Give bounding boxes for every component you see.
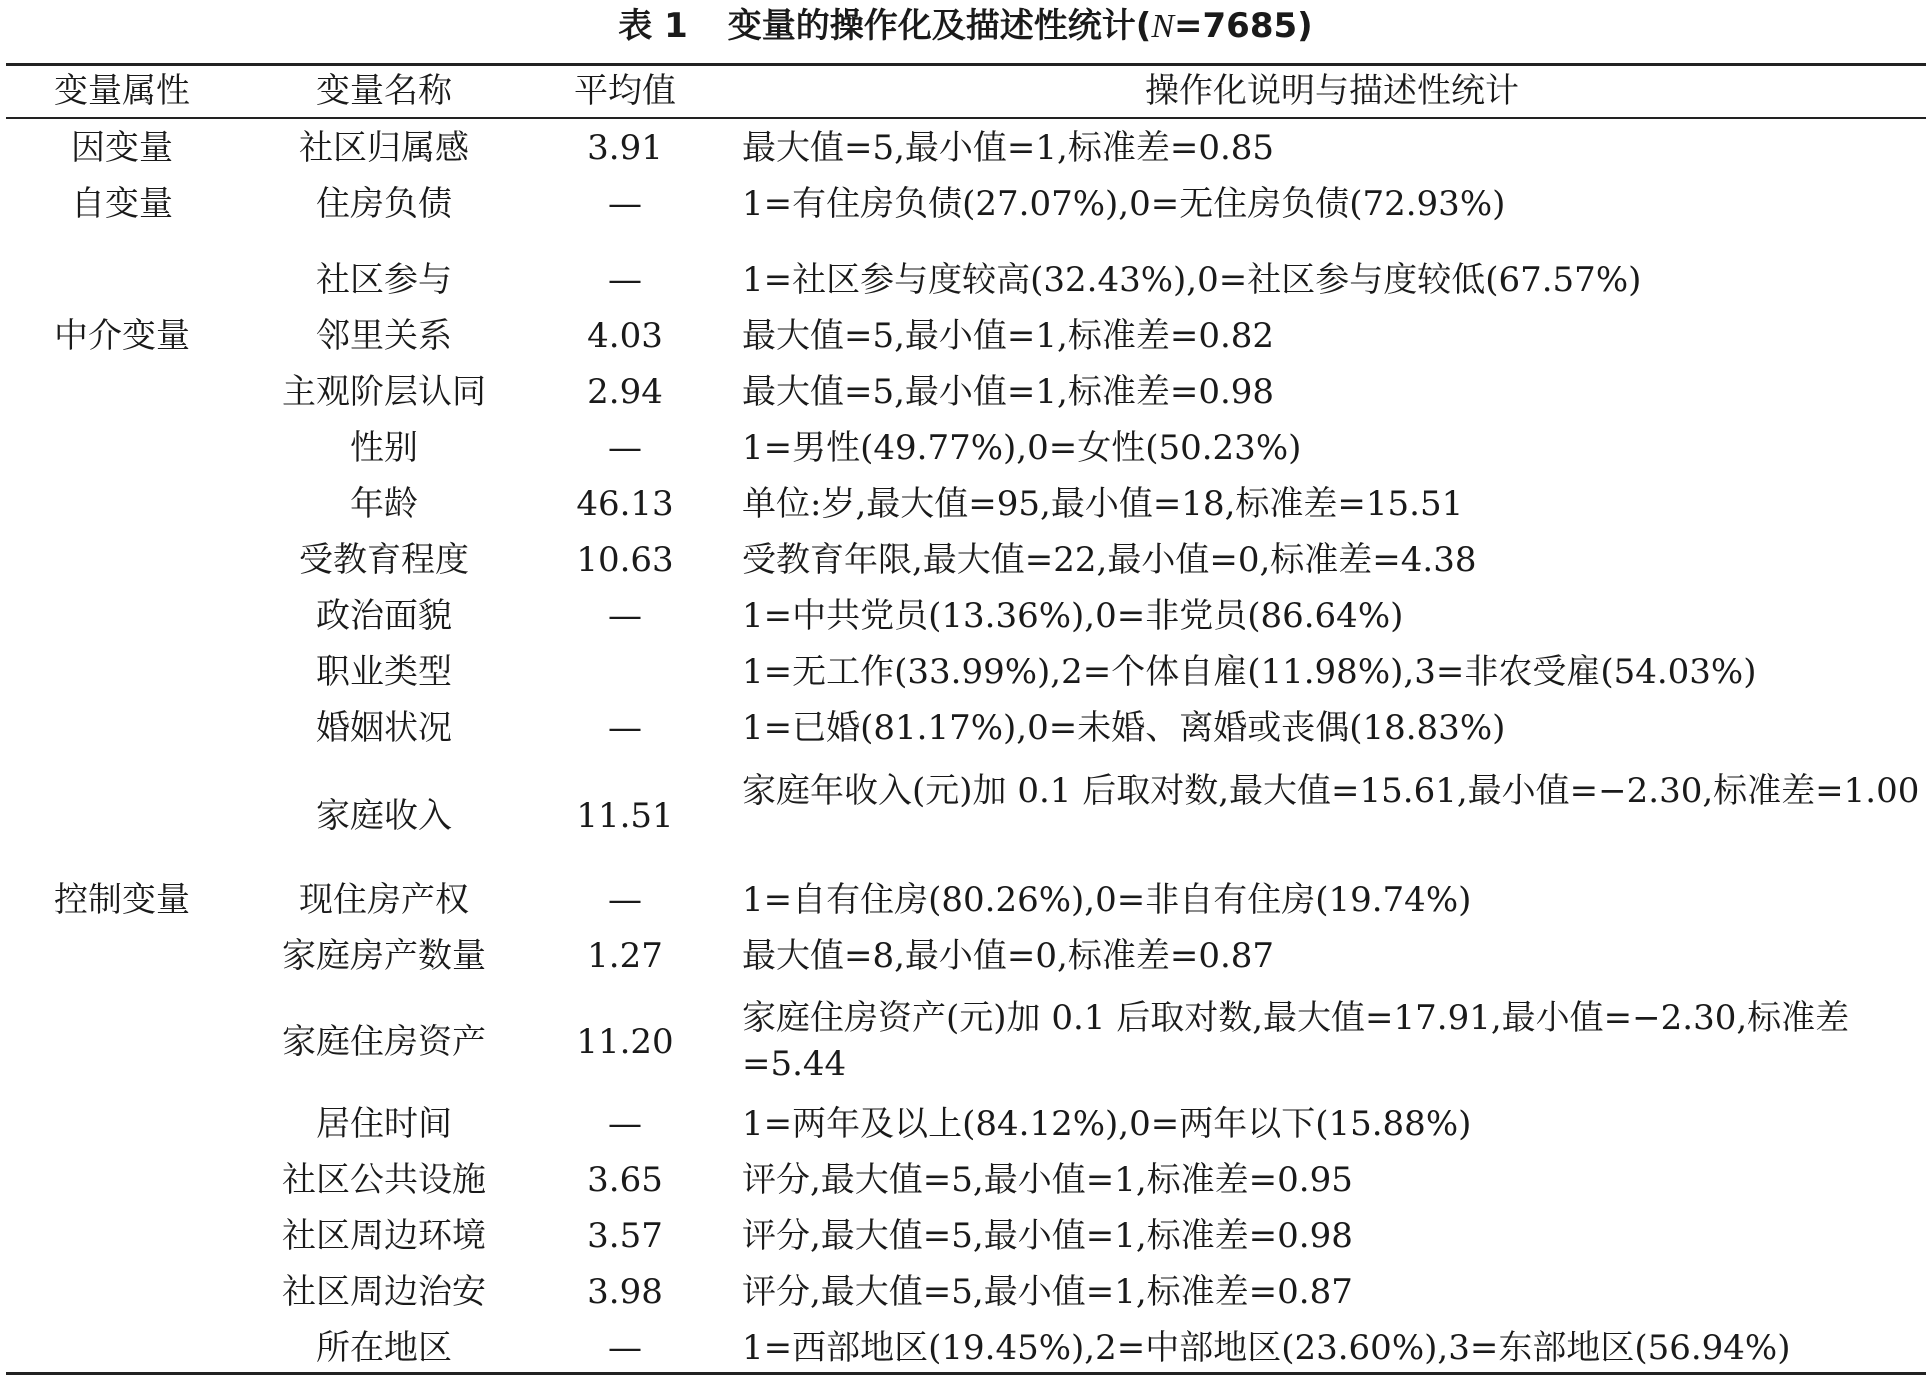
variable-description: 评分,最大值=5,最小值=1,标准差=0.87 bbox=[742, 1272, 1353, 1312]
table-title: 变量的操作化及描述性统计( bbox=[727, 6, 1152, 46]
variable-description: 评分,最大值=5,最小值=1,标准差=0.95 bbox=[742, 1160, 1353, 1200]
sample-size-value: =7685) bbox=[1174, 6, 1313, 46]
variable-name: 年龄 bbox=[350, 484, 418, 524]
variable-description: 最大值=8,最小值=0,标准差=0.87 bbox=[742, 936, 1275, 976]
variable-mean: — bbox=[608, 596, 642, 636]
variable-name: 邻里关系 bbox=[316, 316, 452, 356]
header-mean: 平均值 bbox=[574, 71, 676, 111]
variable-mean: — bbox=[608, 1328, 642, 1368]
variable-name: 社区公共设施 bbox=[282, 1160, 486, 1200]
variable-description: 1=两年及以上(84.12%),0=两年以下(15.88%) bbox=[742, 1104, 1472, 1144]
variable-name: 主观阶层认同 bbox=[282, 372, 486, 412]
variable-mean: 46.13 bbox=[576, 484, 674, 524]
variable-mean: 10.63 bbox=[576, 540, 674, 580]
variable-mean: 3.57 bbox=[587, 1216, 663, 1256]
header-description: 操作化说明与描述性统计 bbox=[1145, 71, 1519, 111]
variable-description: 评分,最大值=5,最小值=1,标准差=0.98 bbox=[742, 1216, 1353, 1256]
variable-name: 婚姻状况 bbox=[316, 708, 452, 748]
variable-name: 家庭住房资产 bbox=[282, 1022, 486, 1062]
variable-mean: — bbox=[608, 184, 642, 224]
variable-name: 性别 bbox=[350, 428, 418, 468]
variable-mean: 11.20 bbox=[576, 1022, 674, 1062]
variable-description: 1=中共党员(13.36%),0=非党员(86.64%) bbox=[742, 596, 1404, 636]
variable-description: 受教育年限,最大值=22,最小值=0,标准差=4.38 bbox=[742, 540, 1477, 580]
variable-description: 最大值=5,最小值=1,标准差=0.98 bbox=[742, 372, 1275, 412]
variable-description: 最大值=5,最小值=1,标准差=0.85 bbox=[742, 128, 1275, 168]
variable-description: 家庭住房资产(元)加 0.1 后取对数,最大值=17.91,最小值=−2.30,标准差=5.44 bbox=[742, 998, 1850, 1084]
variable-name: 家庭收入 bbox=[316, 796, 452, 836]
variable-name: 社区参与 bbox=[316, 260, 452, 300]
variable-mean: 3.98 bbox=[587, 1272, 663, 1312]
attribute-independent: 自变量 bbox=[71, 184, 173, 224]
bottom-rule bbox=[6, 1372, 1926, 1375]
variable-name: 家庭房产数量 bbox=[282, 936, 486, 976]
variable-name: 受教育程度 bbox=[299, 540, 469, 580]
variable-description: 最大值=5,最小值=1,标准差=0.82 bbox=[742, 316, 1275, 356]
variable-mean: 1.27 bbox=[587, 936, 663, 976]
variable-name: 社区周边环境 bbox=[282, 1216, 486, 1256]
variable-description: 1=自有住房(80.26%),0=非自有住房(19.74%) bbox=[742, 880, 1472, 920]
variable-mean: 3.91 bbox=[587, 128, 663, 168]
variable-name: 住房负债 bbox=[316, 184, 452, 224]
attribute-dependent: 因变量 bbox=[71, 128, 173, 168]
attribute-mediator: 中介变量 bbox=[54, 316, 190, 356]
table-caption bbox=[0, 2, 1931, 51]
variable-name: 所在地区 bbox=[316, 1328, 452, 1368]
variable-description: 1=男性(49.77%),0=女性(50.23%) bbox=[742, 428, 1302, 468]
variable-description: 1=已婚(81.17%),0=未婚、离婚或丧偶(18.83%) bbox=[742, 708, 1506, 748]
variable-mean: — bbox=[608, 428, 642, 468]
variable-description: 单位:岁,最大值=95,最小值=18,标准差=15.51 bbox=[742, 484, 1464, 524]
sample-size-symbol: N bbox=[1151, 8, 1175, 45]
variable-name: 社区周边治安 bbox=[282, 1272, 486, 1312]
variable-mean: 4.03 bbox=[587, 316, 663, 356]
variable-name: 现住房产权 bbox=[299, 880, 469, 920]
variable-mean: — bbox=[608, 260, 642, 300]
variable-name: 社区归属感 bbox=[299, 128, 469, 168]
variable-description: 1=西部地区(19.45%),2=中部地区(23.60%),3=东部地区(56.94%) bbox=[742, 1328, 1791, 1368]
header-rule bbox=[6, 117, 1926, 119]
variable-mean: — bbox=[608, 880, 642, 920]
variable-description: 1=社区参与度较高(32.43%),0=社区参与度较低(67.57%) bbox=[742, 260, 1642, 300]
header-variable-name: 变量名称 bbox=[316, 71, 452, 111]
header-attribute: 变量属性 bbox=[54, 71, 190, 111]
variable-mean: 11.51 bbox=[576, 796, 674, 836]
variable-description: 1=有住房负债(27.07%),0=无住房负债(72.93%) bbox=[742, 184, 1506, 224]
variable-name: 政治面貌 bbox=[316, 596, 452, 636]
variable-description: 家庭年收入(元)加 0.1 后取对数,最大值=15.61,最小值=−2.30,标准差=1.00 bbox=[742, 771, 1920, 811]
variable-mean: 2.94 bbox=[587, 372, 663, 412]
variable-description: 1=无工作(33.99%),2=个体自雇(11.98%),3=非农受雇(54.03%) bbox=[742, 652, 1757, 692]
variable-mean: — bbox=[608, 1104, 642, 1144]
variable-mean: 3.65 bbox=[587, 1160, 663, 1200]
variable-name: 居住时间 bbox=[316, 1104, 452, 1144]
table-number: 表 1 bbox=[618, 6, 688, 46]
attribute-control: 控制变量 bbox=[54, 880, 190, 920]
variable-mean: — bbox=[608, 708, 642, 748]
variable-name: 职业类型 bbox=[316, 652, 452, 692]
